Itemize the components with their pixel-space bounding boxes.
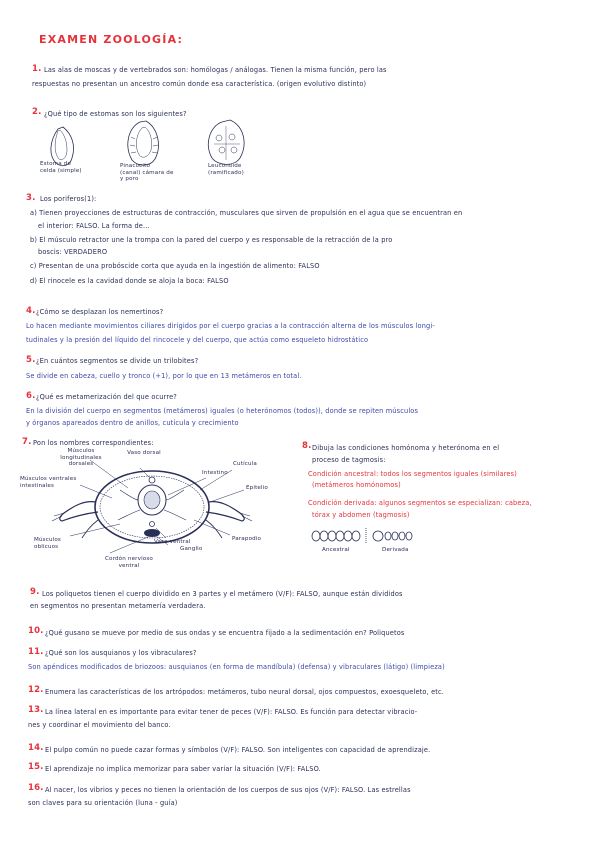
question-8-bullet2b: tórax y abdomen (tagmosis) <box>312 511 410 519</box>
question-1-text-line2: respuestas no presentan un ancestro común donde esa característica. (origen evolutivo distinto) <box>32 80 367 88</box>
question-12-number: 12. <box>28 685 44 695</box>
diagram-label-ventral-vessel: Vaso ventral <box>154 539 191 545</box>
diagram-label-ganglion: Ganglio <box>180 546 203 552</box>
diagram-label-epithelium: Epitelio <box>246 485 269 491</box>
tagmosis-caption-derived: Derivada <box>382 547 409 553</box>
diagram-label-dorsal-vessel: Vaso dorsal <box>127 450 161 456</box>
diagram-label-intestine: Intestino <box>202 470 228 476</box>
question-3-c: c) Presentan de una probóscide corta que ayuda en la ingestión de alimento: FALSO <box>30 262 320 270</box>
diagram-label-dorsal-muscles: Músculos longitudinales dorsales <box>60 448 102 467</box>
question-8-bullet1b: (metámeros homónomos) <box>312 481 401 489</box>
question-2-text: ¿Qué tipo de estomas son los siguientes? <box>44 110 187 118</box>
question-15-number: 15. <box>28 762 44 772</box>
question-11-line2: Son apéndices modificados de briozoos: ausquianos (en forma de mandíbula) (defensa) y vibraculares (látigo) (limpieza) <box>28 663 445 671</box>
question-6-line3: y órganos apareados dentro de anillos, cutícula y crecimiento <box>26 419 239 427</box>
question-6-number: 6. <box>26 391 36 401</box>
question-3-number: 3. <box>26 193 36 203</box>
question-8-number: 8. <box>302 441 312 451</box>
question-7-number: 7. <box>22 437 32 447</box>
question-11-line1: ¿Qué son los ausquianos y los vibraculares? <box>45 649 197 657</box>
question-3-a-line2: el interior: FALSO. La forma de... <box>38 222 150 230</box>
question-15-text: El aprendizaje no implica memorizar para saber variar la situación (V/F): FALSO. <box>45 765 321 773</box>
question-5-line2: Se divide en cabeza, cuello y tronco (+1), por lo que en 13 metámeros en total. <box>26 372 302 380</box>
question-5-line1: ¿En cuántos segmentos se divide un trilobites? <box>36 357 199 365</box>
question-8-line2: proceso de tagmosis: <box>312 456 386 464</box>
question-10-text: ¿Qué gusano se mueve por medio de sus ondas y se encuentra fijado a la sedimentación en? Poliquetos <box>45 629 405 637</box>
question-3-b-line1: b) El músculo retractor une la trompa con la pared del cuerpo y es responsable de la retracción de la pro <box>30 236 393 244</box>
diagram-label-parapodium: Parapodio <box>232 536 262 542</box>
question-16-line2: son claves para su orientación (luna - guía) <box>28 799 178 807</box>
question-4-number: 4. <box>26 306 36 316</box>
question-4-line1: ¿Cómo se desplazan los nemertinos? <box>36 308 164 316</box>
sponge-label-2: Pinacocito (canal) cámara de y poro <box>120 163 174 182</box>
diagram-label-oblique-muscles: Músculos oblicuos <box>34 537 61 550</box>
question-3-d: d) El rinocele es la cavidad donde se aloja la boca: FALSO <box>30 277 229 285</box>
diagram-label-cuticle: Cutícula <box>233 461 258 467</box>
question-3-a-line1: a) Tienen proyecciones de estructuras de contracción, musculares que sirven de propulsión en el agua que se encuentran en <box>30 209 463 217</box>
tagmosis-caption-ancestral: Ancestral <box>322 547 350 553</box>
question-3-b-line2: boscis: VERDADERO <box>38 248 108 256</box>
sponge-label-1: Estoma de celda (simple) <box>40 161 82 174</box>
question-1-number: 1. <box>32 64 42 74</box>
question-14-text: El pulpo común no puede cazar formas y símbolos (V/F): FALSO. Son inteligentes con capacidad de aprendizaje. <box>45 746 431 754</box>
question-9-number: 9. <box>30 587 40 597</box>
question-10-number: 10. <box>28 626 44 636</box>
question-2-number: 2. <box>32 107 42 117</box>
question-6-line2: En la división del cuerpo en segmentos (metámeros) iguales (o heterónomos (todos)), donde se repiten músculos <box>26 407 419 415</box>
sponge-label-3: Leuconoide (ramificado) <box>208 163 244 176</box>
question-8-line1: Dibuja las condiciones homónoma y heterónoma en el <box>312 444 500 452</box>
question-4-line3: tudinales y la presión del líquido del rincocele y del cuerpo, que actúa como esqueleto hidrostático <box>26 336 369 344</box>
question-7-text: Pon los nombres correspondientes: <box>33 439 154 447</box>
question-12-text: Enumera las características de los artrópodos: metámeros, tubo neural dorsal, ojos compuestos, exoesqueleto, etc. <box>45 688 445 696</box>
question-13-line1: La línea lateral en es importante para evitar tener de peces (V/F): FALSO. Es función para detectar vibracio- <box>45 708 418 716</box>
diagram-label-ventral-intestinal-muscles: Músculos ventrales intestinales <box>20 476 77 489</box>
question-5-number: 5. <box>26 355 36 365</box>
question-13-line2: nes y coordinar el movimiento del banco. <box>28 721 171 729</box>
page-title: EXAMEN ZOOLOGÍA: <box>39 33 184 46</box>
question-3-intro: Los poriferos(1): <box>40 195 97 203</box>
question-4-line2: Lo hacen mediante movimientos ciliares dirigidos por el cuerpo gracias a la contracción alterna de los músculos longi- <box>26 322 435 330</box>
question-16-line1: Al nacer, los vibrios y peces no tienen la orientación de los cuerpos de sus ojos (V/F): FALSO. Las estrellas <box>45 786 411 794</box>
question-14-number: 14. <box>28 743 44 753</box>
question-9-line1: Los poliquetos tienen el cuerpo dividido en 3 partes y el metámero (V/F): FALSO, aunque están divididos <box>42 590 403 598</box>
question-1-text-line1: Las alas de moscas y de vertebrados son: homólogas / análogas. Tienen la misma función, pero las <box>44 66 387 74</box>
question-9-line2: en segmentos no presentan metamería verdadera. <box>30 602 206 610</box>
question-6-line1: ¿Qué es metamerización del que ocurre? <box>36 393 177 401</box>
question-13-number: 13. <box>28 705 44 715</box>
question-16-number: 16. <box>28 783 44 793</box>
question-11-number: 11. <box>28 647 44 657</box>
question-8-bullet2: Condición derivada: algunos segmentos se especializan: cabeza, <box>308 499 532 507</box>
diagram-label-ventral-nerve-cord: Cordón nervioso ventral <box>105 556 153 569</box>
question-8-bullet1: Condición ancestral: todos los segmentos iguales (similares) <box>308 470 517 478</box>
